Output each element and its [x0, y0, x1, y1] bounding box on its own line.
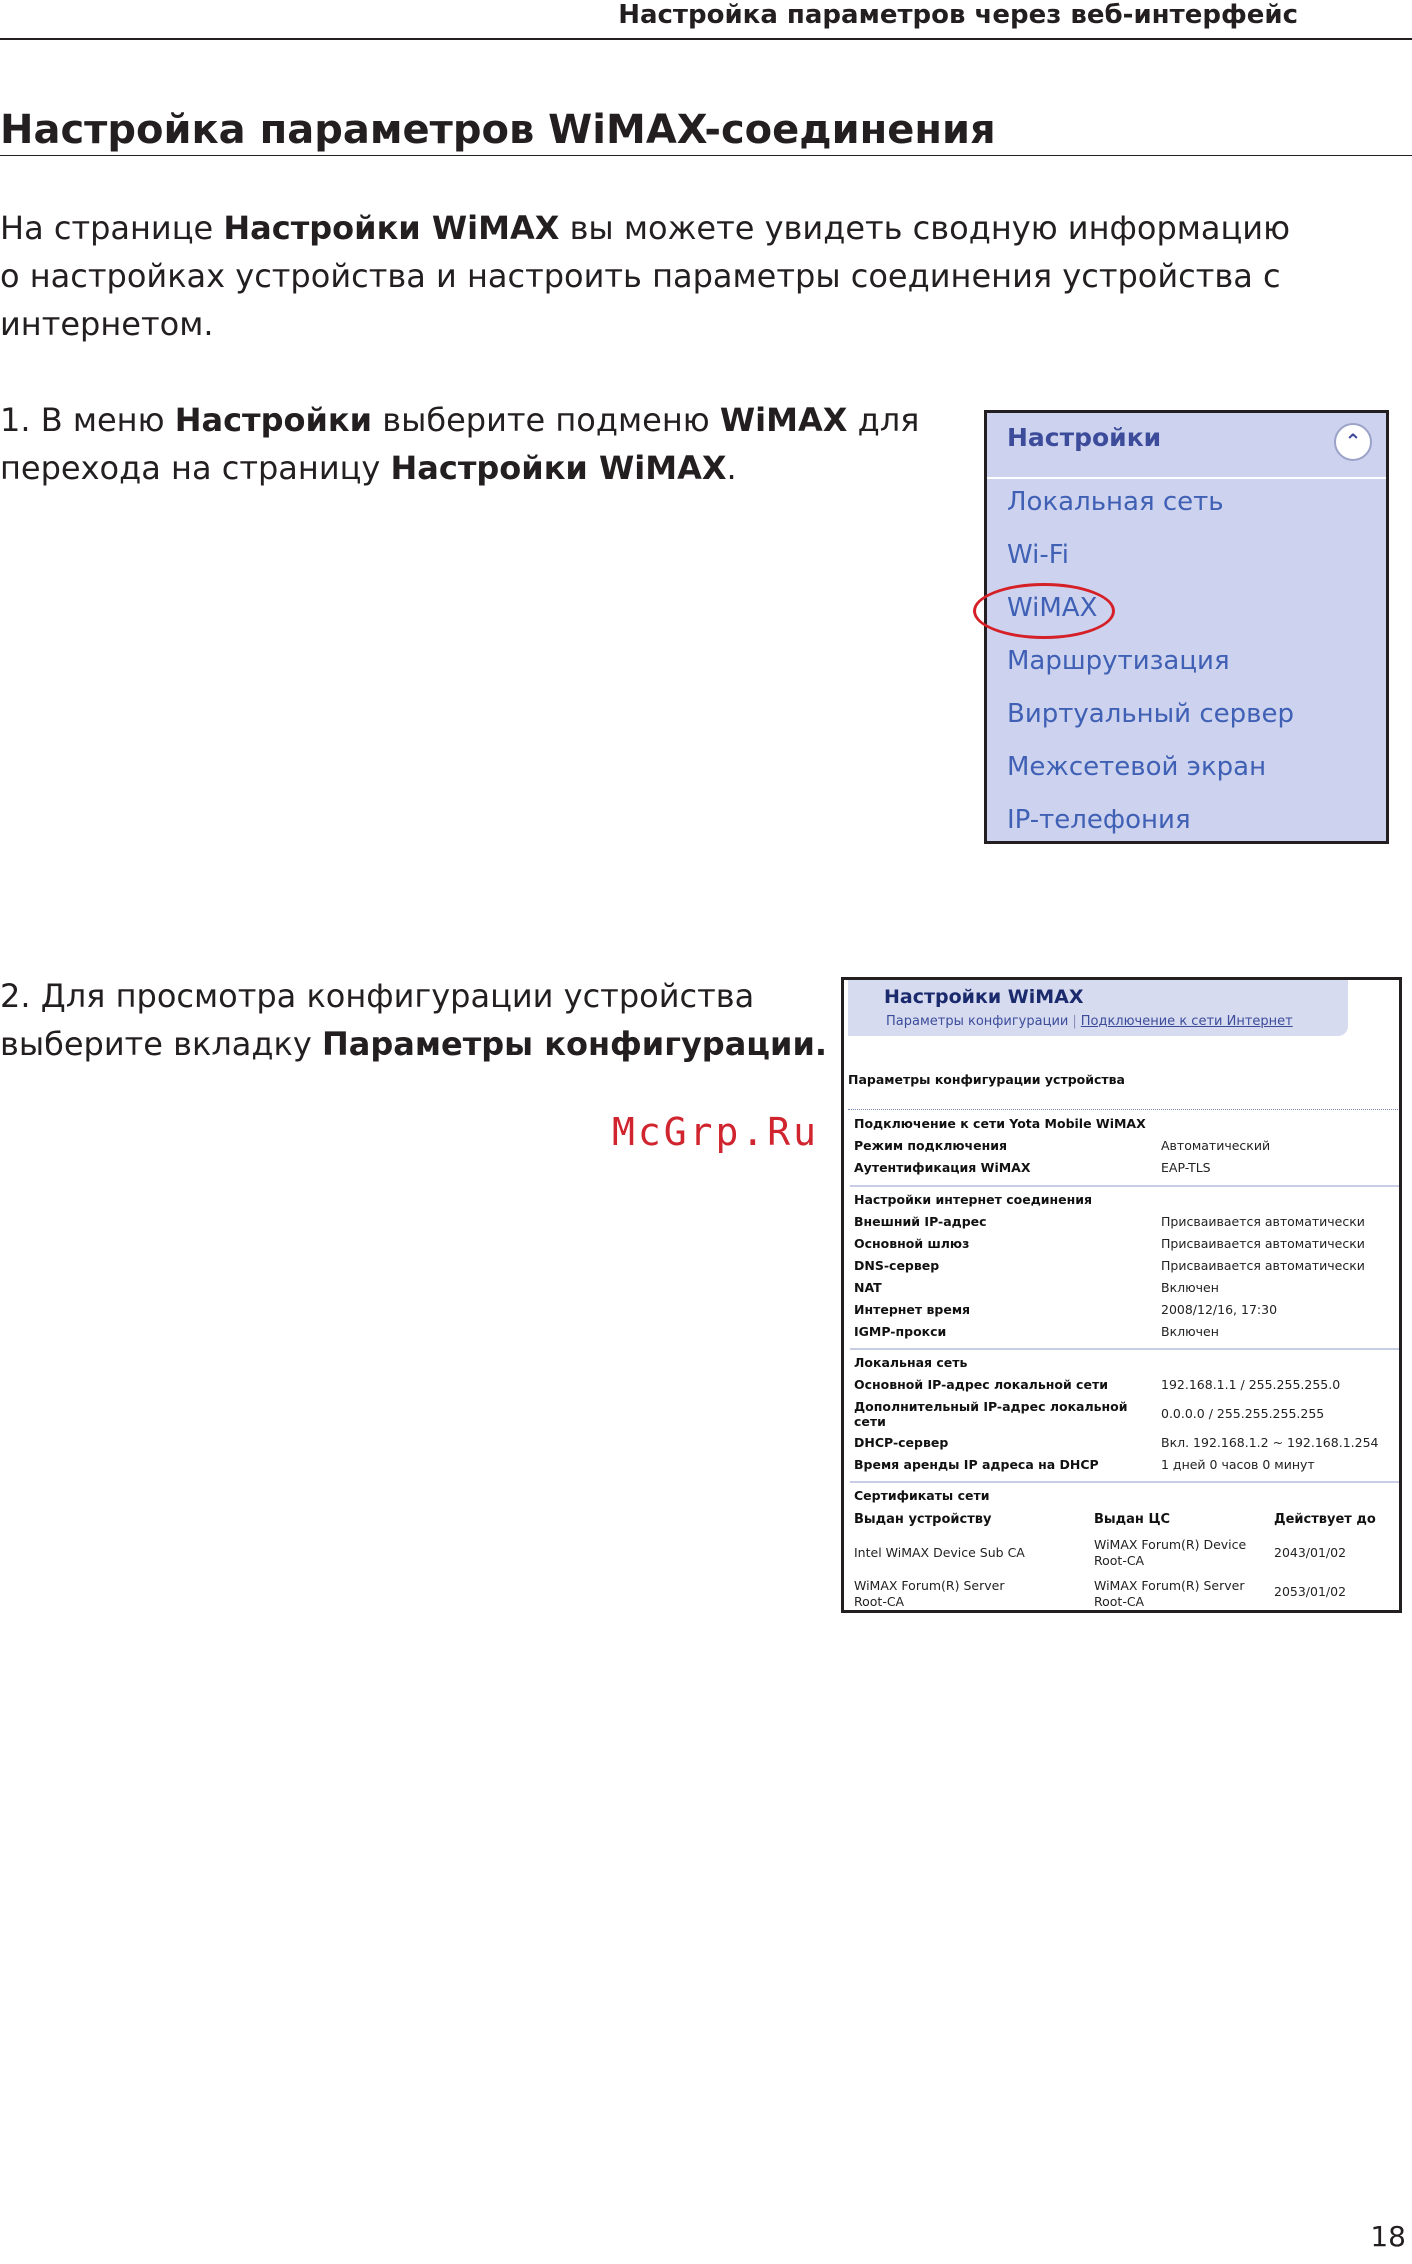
- table-row: [850, 1214, 1400, 1234]
- group-title-certificates: Сертификаты сети: [854, 1488, 990, 1503]
- config-heading: Параметры конфигурации устройства: [848, 1072, 1125, 1087]
- row-label: DHCP-сервер: [854, 1435, 949, 1450]
- row-value: Автоматический: [1161, 1138, 1271, 1153]
- page-number: 18: [1370, 2220, 1406, 2253]
- row-label: Интернет время: [854, 1302, 971, 1317]
- step1-bold-3: Настройки WiMAX: [390, 449, 727, 487]
- step2-text-1: 2. Для просмотра конфигурации устройства выберите вкладку: [0, 977, 755, 1063]
- cert-cell: WiMAX Forum(R) Server Root-CA: [854, 1578, 1005, 1609]
- table-row: [850, 1236, 1400, 1256]
- group-divider: [850, 1348, 1400, 1350]
- dotted-rule: [848, 1109, 1398, 1110]
- row-label: NAT: [854, 1280, 882, 1295]
- highlight-ellipse: [973, 583, 1115, 639]
- menu-divider: [987, 477, 1386, 479]
- step1-paragraph: [0, 396, 940, 492]
- group-divider: [850, 1481, 1400, 1483]
- wimax-header: [848, 980, 1348, 1036]
- table-row: [850, 1258, 1400, 1278]
- row-value: 1 дней 0 часов 0 минут: [1161, 1457, 1315, 1472]
- cert-header-valid-until: Действует до: [1274, 1512, 1376, 1527]
- row-label: Режим подключения: [854, 1138, 1007, 1153]
- chevron-double-up-icon[interactable]: ⌃: [1334, 423, 1372, 461]
- cert-header-issued-to: Выдан устройству: [854, 1512, 992, 1527]
- group-title-connection: Подключение к сети Yota Mobile WiMAX: [854, 1116, 1146, 1131]
- settings-menu-title: Настройки: [1007, 423, 1162, 452]
- step1-text-2: выберите подменю: [372, 401, 720, 439]
- wimax-page-title: Настройки WiMAX: [884, 986, 1084, 1008]
- running-header-text: Настройка параметров через веб-интерфейс: [618, 0, 1298, 30]
- row-value: 192.168.1.1 / 255.255.255.0: [1161, 1377, 1341, 1392]
- menu-item-firewall[interactable]: Межсетевой экран: [1007, 752, 1267, 782]
- row-value: Присваивается автоматически: [1161, 1258, 1365, 1273]
- step1-text-1: 1. В меню: [0, 401, 175, 439]
- row-label: DNS-сервер: [854, 1258, 940, 1273]
- cert-cell: 2043/01/02: [1274, 1545, 1347, 1560]
- row-value: Включен: [1161, 1324, 1219, 1339]
- settings-menu-screenshot: [984, 410, 1389, 844]
- table-row: [850, 1435, 1400, 1455]
- table-row: [850, 1324, 1400, 1344]
- table-row: [850, 1138, 1400, 1158]
- row-value: EAP-TLS: [1161, 1160, 1211, 1175]
- intro-suffix: вы можете увидеть сводную информацию о настройках устройства и настроить параметры соединения устройства с интернетом.: [0, 209, 1291, 343]
- menu-item-lan[interactable]: Локальная сеть: [1007, 487, 1224, 517]
- step2-paragraph: [0, 972, 840, 1068]
- table-row: [850, 1457, 1400, 1477]
- row-label: IGMP-прокси: [854, 1324, 947, 1339]
- row-value: Присваивается автоматически: [1161, 1236, 1365, 1251]
- watermark: McGrp.Ru: [612, 1110, 820, 1154]
- cert-cell: 2053/01/02: [1274, 1584, 1347, 1599]
- table-row: [850, 1280, 1400, 1300]
- group-title-lan: Локальная сеть: [854, 1355, 968, 1370]
- table-row: [850, 1302, 1400, 1322]
- menu-item-ip-telephony[interactable]: IP-телефония: [1007, 805, 1191, 835]
- table-row: [850, 1399, 1400, 1431]
- row-value: Вкл. 192.168.1.2 ~ 192.168.1.254: [1161, 1435, 1379, 1450]
- step2-bold-1: Параметры конфигурации.: [321, 1025, 828, 1063]
- tab-internet-connection[interactable]: Подключение к сети Интернет: [1080, 1014, 1293, 1029]
- row-value: 2008/12/16, 17:30: [1161, 1302, 1278, 1317]
- wimax-tabs: [886, 1014, 1293, 1029]
- cert-cell: Intel WiMAX Device Sub CA: [854, 1545, 1025, 1560]
- menu-item-wimax[interactable]: WiMAX: [1007, 593, 1098, 623]
- section-title: Настройка параметров WiMAX-соединения: [0, 107, 996, 153]
- row-value: 0.0.0.0 / 255.255.255.255: [1161, 1406, 1325, 1421]
- menu-item-routing[interactable]: Маршрутизация: [1007, 646, 1230, 676]
- cert-header-issued-by: Выдан ЦС: [1094, 1512, 1171, 1527]
- intro-bold: Настройки WiMAX: [223, 209, 560, 247]
- menu-item-virtual-server[interactable]: Виртуальный сервер: [1007, 699, 1294, 729]
- wimax-settings-screenshot: [841, 977, 1402, 1613]
- section-rule: [0, 155, 1412, 156]
- tab-separator: |: [1072, 1014, 1077, 1029]
- tab-config-params[interactable]: Параметры конфигурации: [886, 1014, 1069, 1029]
- row-label: Внешний IP-адрес: [854, 1214, 987, 1229]
- running-header: [0, 0, 1412, 40]
- step1-bold-2: WiMAX: [719, 401, 848, 439]
- intro-paragraph: [0, 204, 1300, 348]
- group-title-internet: Настройки интернет соединения: [854, 1192, 1093, 1207]
- table-row: [850, 1377, 1400, 1397]
- cert-cell: WiMAX Forum(R) Device Root-CA: [1094, 1537, 1247, 1568]
- menu-item-wifi[interactable]: Wi-Fi: [1007, 540, 1070, 570]
- row-label: Аутентификация WiMAX: [854, 1160, 1031, 1175]
- table-row: [850, 1160, 1400, 1180]
- intro-prefix: На странице: [0, 209, 224, 247]
- step1-bold-1: Настройки: [174, 401, 373, 439]
- row-label: Основной шлюз: [854, 1236, 970, 1251]
- step1-text-3: для перехода на страницу: [0, 401, 920, 487]
- row-value: Присваивается автоматически: [1161, 1214, 1365, 1229]
- row-label: Основной IP-адрес локальной сети: [854, 1377, 1108, 1392]
- row-label: Дополнительный IP-адрес локальной сети: [854, 1399, 1128, 1429]
- group-divider: [850, 1185, 1400, 1187]
- step1-text-4: .: [726, 449, 737, 487]
- row-value: Включен: [1161, 1280, 1219, 1295]
- cert-cell: WiMAX Forum(R) Server Root-CA: [1094, 1578, 1245, 1609]
- row-label: Время аренды IP адреса на DHCP: [854, 1457, 1099, 1472]
